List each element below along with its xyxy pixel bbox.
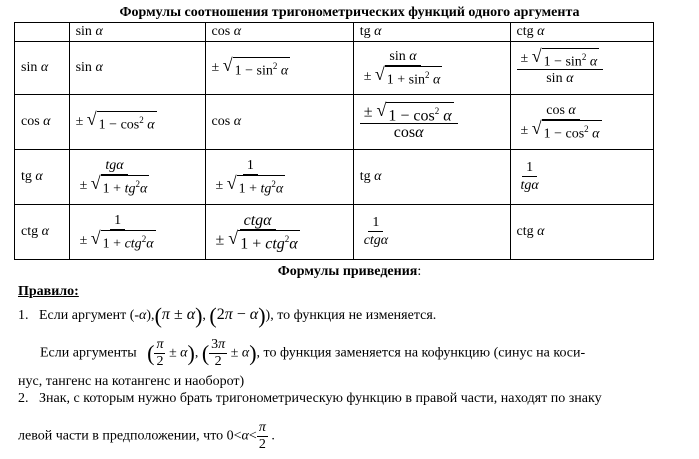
table-row xyxy=(15,205,654,260)
table-title: Формулы соотношения тригонометрических функций одного аргумента xyxy=(119,5,580,20)
cell-ctg-tg: $\frac{1}{\text{ctgα}}$ xyxy=(353,205,510,260)
row-label-tg: tg α xyxy=(15,150,70,205)
table-row xyxy=(15,150,654,205)
table-row xyxy=(15,42,654,95)
reduction-formulas-heading: Формулы приведения: xyxy=(277,264,422,279)
cell-sin-sin: sin α xyxy=(69,42,205,95)
cell-tg-sin: tgα ± √ $1 + tg^2\alpha$ xyxy=(69,150,205,205)
cell-ctg-cos: ctgα ± √ 1 + ctg$^2$α xyxy=(205,205,353,260)
table-header-row xyxy=(15,23,654,42)
table-row xyxy=(15,95,654,150)
rule-label: Правило: xyxy=(18,284,79,299)
cell-tg-ctg: $\frac{1}{\text{tgα}}$ xyxy=(510,150,654,205)
cell-sin-cos: ± √ $1 - \sin^2 \alpha$ xyxy=(205,42,353,95)
header-tg: tg α xyxy=(353,23,510,42)
header-corner xyxy=(15,23,70,42)
cell-ctg-ctg: ctg α xyxy=(510,205,654,260)
cell-tg-tg: tg α xyxy=(353,150,510,205)
cell-sin-ctg: ± √ $1 - \sin^2 \alpha$ sin α xyxy=(510,42,654,95)
rule-item-2-continuation: левой части в предположении, что 0<α< $\frac{\pi}{2}$ . xyxy=(18,420,275,452)
header-ctg: ctg α xyxy=(510,23,654,42)
trig-relations-table xyxy=(14,22,654,260)
rule-item-2: 2. Знак, с которым нужно брать тригонометрическую функцию в правой части, находят по знаку xyxy=(18,391,602,406)
cell-cos-sin: ± √ $1 - \cos^2 \alpha$ xyxy=(69,95,205,150)
rule-item-1-continuation: нус, тангенс на котангенс и наоборот) xyxy=(18,374,245,389)
header-sin: sin α xyxy=(69,23,205,42)
row-label-sin: sin α xyxy=(15,42,70,95)
rule-item-1-cofunction: Если аргументы ( $\frac{\pi}{2}$ ± α), ( $\frac{3\pi}{2}$ ± α), то функция заменяется на кофункцию (синус на коси- xyxy=(40,337,586,369)
row-label-ctg: ctg α xyxy=(15,205,70,260)
cell-tg-cos: 1 ± √ $1 + tg^2\alpha$ xyxy=(205,150,353,205)
cell-cos-tg: ± √ $1 - \cos^2 \alpha$ cosα xyxy=(353,95,510,150)
row-label-cos: cos α xyxy=(15,95,70,150)
cell-ctg-sin: 1 ± √ 1 + ctg$^2$α xyxy=(69,205,205,260)
cell-sin-tg: sin α ± √ $1 + \sin^2 \alpha$ xyxy=(353,42,510,95)
rule-item-1: 1. Если аргумент (-α),(π ± α), (2π − α)), то функция не изменяется. xyxy=(18,303,437,328)
cell-cos-ctg: cos α ± √ $1 - \cos^2 \alpha$ xyxy=(510,95,654,150)
cell-cos-cos: cos α xyxy=(205,95,353,150)
header-cos: cos α xyxy=(205,23,353,42)
